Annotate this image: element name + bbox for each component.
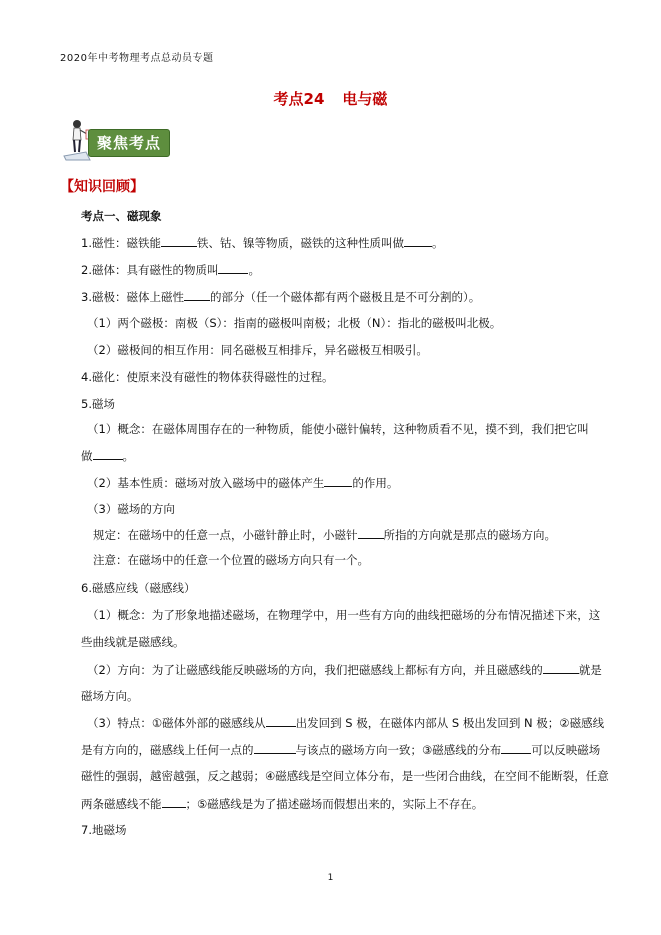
blank[interactable] (404, 234, 432, 247)
subsection-title: 考点一、磁现象 (81, 209, 162, 223)
line-13: 6.磁感应线（磁感线） (81, 581, 196, 595)
line-10: （3）磁场的方向 (87, 502, 175, 516)
line-12: 注意：在磁场中的任意一个位置的磁场方向只有一个。 (93, 553, 369, 567)
line-14a: （1）概念：为了形象地描述磁场，在物理学中，用一些有方向的曲线把磁场的分布情况描述下来，这 (87, 608, 601, 622)
blank[interactable] (218, 261, 248, 274)
line-3: 3.磁极：磁体上磁性 的部分（任一个磁体都有两个磁极且是不可分割的）。 (81, 290, 481, 304)
line-15b: 磁场方向。 (81, 689, 139, 703)
line-17: 7.地磁场 (81, 823, 127, 837)
focus-badge (60, 116, 170, 162)
section-heading: 【知识回顾】 (60, 179, 144, 195)
blank[interactable] (501, 741, 531, 754)
line-1: 1.磁性：磁铁能 铁、钴、镍等物质，磁铁的这种性质叫做 。 (81, 236, 444, 250)
line-7: 5.磁场 (81, 397, 115, 411)
blank[interactable] (324, 474, 352, 487)
blank[interactable] (266, 714, 296, 727)
blank[interactable] (254, 741, 296, 754)
page-title (0, 88, 661, 109)
blank[interactable] (161, 234, 197, 247)
blank[interactable] (358, 526, 384, 539)
line-11: 规定：在磁场中的任意一点，小磁针静止时，小磁针 所指的方向就是那点的磁场方向。 (93, 528, 556, 542)
blank[interactable] (543, 661, 579, 674)
line-9: （2）基本性质：磁场对放入磁场中的磁体产生 的作用。 (87, 476, 399, 490)
line-5: （2）磁极间的相互作用：同名磁极互相排斥，异名磁极互相吸引。 (87, 343, 428, 357)
title-topic: 电与磁 (342, 90, 388, 108)
line-16d: 两条磁感线不能 ；⑤磁感线是为了描述磁场而假想出来的，实际上不存在。 (81, 797, 484, 811)
blank[interactable] (162, 795, 186, 808)
blank[interactable] (184, 288, 210, 301)
line-16a: （3）特点：①磁体外部的磁感线从 出发回到 S 极，在磁体内部从 S 极出发回到 N 极；②磁感线 (87, 716, 605, 730)
focus-badge-label: 聚焦考点 (88, 129, 170, 157)
page-number: 1 (327, 873, 334, 883)
line-8a: （1）概念：在磁体周围存在的一种物质，能使小磁针偏转，这种物质看不见，摸不到，我们把它叫 (87, 422, 589, 436)
blank[interactable] (93, 447, 123, 460)
line-16c: 磁性的强弱，越密越强，反之越弱；④磁感线是空间立体分布，是一些闭合曲线，在空间不能断裂，任意 (81, 769, 609, 783)
title-kaodian: 考点24 (273, 90, 325, 108)
line-15a: （2）方向：为了让磁感线能反映磁场的方向，我们把磁感线上都标有方向，并且磁感线的 就是 (87, 663, 602, 677)
header-series: 2020年中考物理考点总动员专题 (60, 53, 214, 64)
line-4: （1）两个磁极：南极（S）：指南的磁极叫南极；北极（N）：指北的磁极叫北极。 (87, 316, 502, 330)
line-6: 4.磁化：使原来没有磁性的物体获得磁性的过程。 (81, 370, 334, 384)
line-2: 2.磁体：具有磁性的物质叫 。 (81, 263, 260, 277)
line-16b: 是有方向的，磁感线上任何一点的 与该点的磁场方向一致；③磁感线的分布 可以反映磁场 (81, 743, 601, 757)
line-14b: 些曲线就是磁感线。 (81, 635, 185, 649)
line-8b: 做 。 (81, 449, 134, 463)
